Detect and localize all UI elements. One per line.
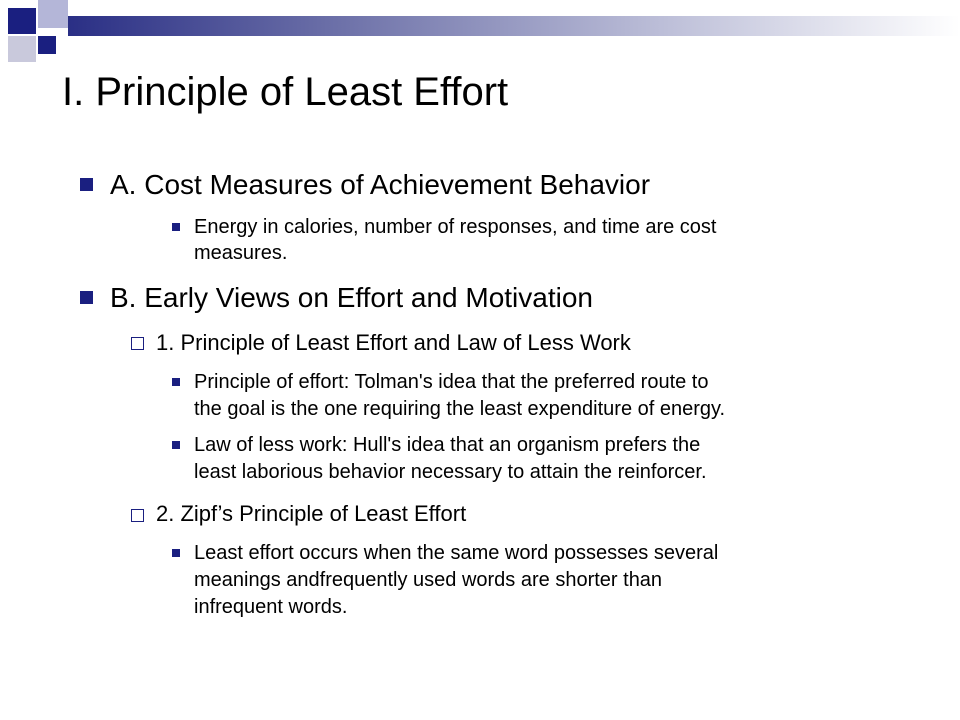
bullet-square-icon xyxy=(80,291,93,304)
corner-square-navy xyxy=(8,8,36,34)
subsection-b1-point-1-line-2: the goal is the one requiring the least expenditure of energy. xyxy=(194,398,726,420)
subsection-b1-point-2-line-2: least laborious behavior necessary to attain the reinforcer. xyxy=(194,461,707,483)
subsection-b1-point-2-line-1: Law of less work: Hull's idea that an organism prefers the xyxy=(194,434,701,456)
section-a-point-1-line-1: Energy in calories, number of responses, and time are cost xyxy=(194,216,717,238)
bullet-square-icon xyxy=(80,178,93,191)
corner-square-gray xyxy=(8,36,36,62)
subsection-b2-heading: 2. Zipf’s Principle of Least Effort xyxy=(156,501,467,526)
corner-square-navy-small xyxy=(38,36,56,54)
slide-title: I. Principle of Least Effort xyxy=(62,70,509,114)
subsection-b2-point-1-line-3: infrequent words. xyxy=(194,596,348,618)
subsection-b2-point-1-line-1: Least effort occurs when the same word possesses several xyxy=(194,542,719,564)
section-a-heading: A. Cost Measures of Achievement Behavior xyxy=(110,169,651,200)
bullet-square-icon xyxy=(172,549,180,557)
header-gradient-bar xyxy=(68,16,960,36)
bullet-square-icon xyxy=(172,441,180,449)
subsection-b1-point-1-line-1: Principle of effort: Tolman's idea that the preferred route to xyxy=(194,371,709,393)
section-a-point-1-line-2: measures. xyxy=(194,242,288,264)
hollow-square-icon xyxy=(131,337,144,350)
bullet-square-icon xyxy=(172,223,180,231)
corner-square-lavender xyxy=(38,0,68,28)
subsection-b2-point-1-line-2: meanings andfrequently used words are shorter than xyxy=(194,569,663,591)
subsection-b1-heading: 1. Principle of Least Effort and Law of Less Work xyxy=(156,330,631,355)
hollow-square-icon xyxy=(131,509,144,522)
bullet-square-icon xyxy=(172,378,180,386)
section-b-heading: B. Early Views on Effort and Motivation xyxy=(110,282,593,313)
